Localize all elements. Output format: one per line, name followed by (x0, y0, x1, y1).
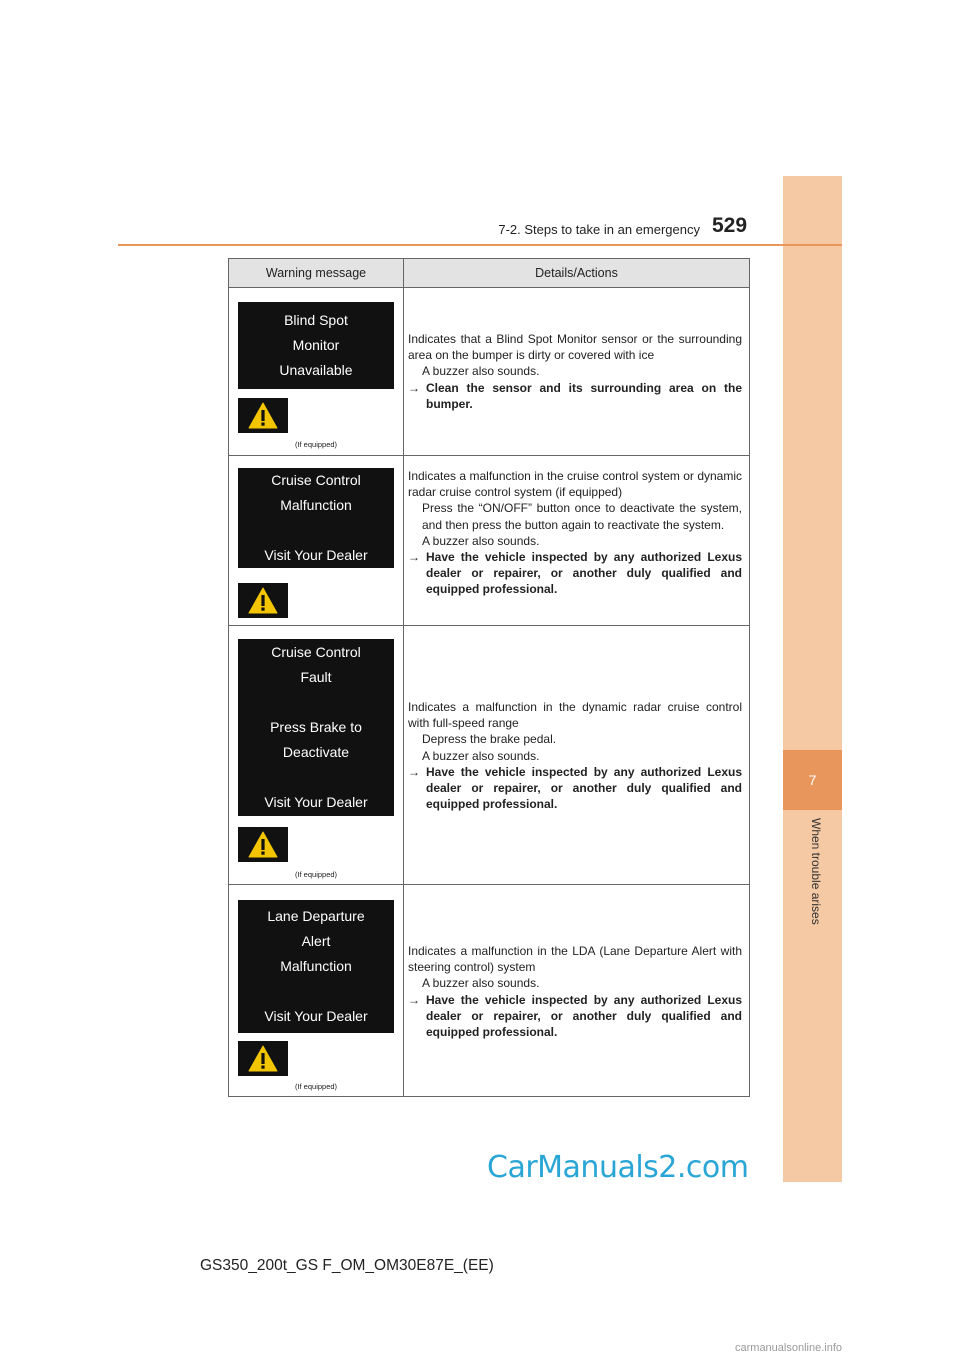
display-cruise-control-fault (238, 639, 394, 816)
display-line: Unavailable (279, 362, 353, 378)
display-line: Fault (300, 669, 332, 685)
display-line: Malfunction (280, 497, 352, 513)
row-divider (229, 884, 749, 885)
note: Depress the brake pedal. (422, 732, 557, 747)
display-cruise-control-malfunction (238, 468, 394, 568)
page-number: 529 (712, 214, 748, 237)
description: Indicates a malfunction in the cruise control system or dynamic radar cruise control system (if equipped) (408, 469, 742, 500)
display-line: Cruise Control (271, 472, 361, 488)
display-line: Visit Your Dealer (264, 1008, 368, 1024)
arrow-icon: → (408, 380, 420, 395)
display-line: Deactivate (282, 744, 350, 760)
display-line: Press Brake to (270, 719, 362, 735)
table-header (229, 259, 749, 288)
note: A buzzer also sounds. (422, 533, 540, 548)
display-line: Lane Departure (267, 908, 365, 924)
equipped-note: (If equipped) (294, 440, 338, 449)
watermark-text: carmanualsonline.info (735, 1342, 843, 1354)
display-line: Cruise Control (271, 644, 361, 660)
display-blind-spot-unavailable (238, 302, 394, 389)
chapter-side-tab (783, 176, 842, 1182)
note: A buzzer also sounds. (422, 364, 540, 379)
arrow-icon: → (408, 764, 420, 779)
warning-triangle-icon (238, 1041, 288, 1076)
action-text: Have the vehicle inspected by any authorized Lexus dealer or repairer, or another duly qualified and equipped professional. (426, 550, 742, 597)
display-line: Visit Your Dealer (264, 547, 368, 563)
display-line (238, 979, 394, 1004)
details-lane-departure (408, 943, 742, 1040)
section-title: 7-2. Steps to take in an emergency (498, 222, 700, 237)
action (408, 380, 742, 412)
watermark-logo: CarManuals2.com (487, 1150, 749, 1185)
action-text: Have the vehicle inspected by any authorized Lexus dealer or repairer, or another duly qualified and equipped professional. (426, 992, 742, 1040)
action (408, 549, 742, 598)
display-line: Visit Your Dealer (264, 794, 368, 810)
arrow-icon: → (408, 992, 420, 1007)
description: Indicates that a Blind Spot Monitor sensor or the surrounding area on the bumper is dirty or covered with ice (408, 332, 742, 363)
action (408, 992, 742, 1041)
display-line (238, 690, 394, 715)
note: A buzzer also sounds. (422, 748, 540, 763)
document-code: GS350_200t_GS F_OM_OM30E87E_(EE) (200, 1257, 494, 1274)
details-blind-spot (408, 331, 742, 412)
display-line (238, 765, 394, 790)
note: A buzzer also sounds. (422, 976, 540, 991)
description: Indicates a malfunction in the LDA (Lane Departure Alert with steering control) system (408, 944, 742, 975)
chapter-number: 7 (783, 750, 842, 810)
warning-triangle-icon (238, 583, 288, 618)
description: Indicates a malfunction in the dynamic radar cruise control with full-speed range (408, 700, 742, 731)
display-line: Malfunction (280, 958, 352, 974)
note: Press the “ON/OFF” button once to deactivate the system, and then press the button again to reactivate the system. (422, 501, 742, 532)
action (408, 764, 742, 813)
warning-message-table (228, 258, 750, 1097)
action-text: Clean the sensor and its surrounding area on the bumper. (426, 380, 742, 411)
header-rule (118, 244, 842, 246)
chapter-title: When trouble arises (809, 818, 823, 925)
display-line: Blind Spot (284, 312, 348, 328)
warning-triangle-icon (238, 398, 288, 433)
equipped-note: (If equipped) (294, 1082, 338, 1091)
row-divider (229, 455, 749, 456)
warning-triangle-icon (238, 827, 288, 862)
arrow-icon: → (408, 550, 420, 565)
action-text: Have the vehicle inspected by any authorized Lexus dealer or repairer, or another duly qualified and equipped professional. (426, 764, 742, 812)
display-lane-departure-malfunction (238, 900, 394, 1033)
row-divider (229, 625, 749, 626)
header-warning-message: Warning message (265, 266, 367, 280)
details-cruise-control-fault (408, 699, 742, 812)
column-divider (403, 259, 404, 1096)
display-line: Monitor (292, 337, 340, 353)
display-line: Alert (301, 933, 331, 949)
details-cruise-control-malfunction (408, 468, 742, 598)
equipped-note: (If equipped) (294, 870, 338, 879)
header-details-actions: Details/Actions (535, 266, 618, 280)
display-line (238, 518, 394, 543)
